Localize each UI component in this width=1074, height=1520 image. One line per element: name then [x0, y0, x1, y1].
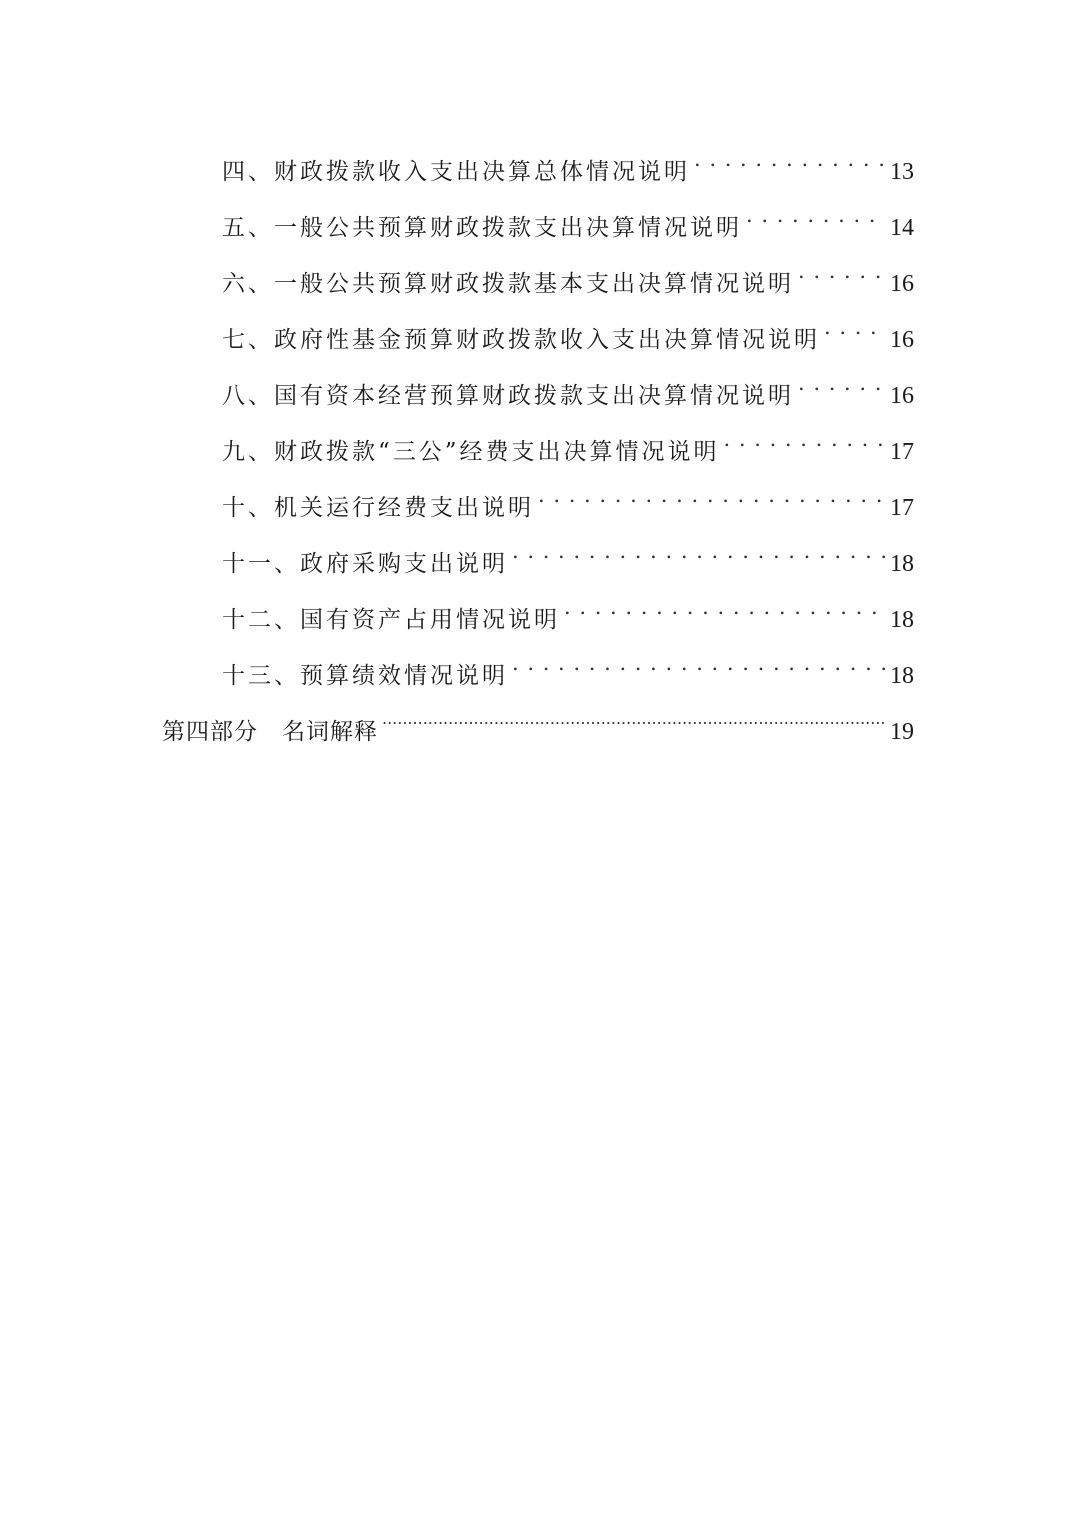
toc-page-number: 18 — [890, 607, 914, 633]
toc-entry-title: 六、一般公共预算财政拨款基本支出决算情况说明 — [222, 271, 794, 297]
toc-dot-leader — [512, 531, 886, 571]
toc-entry[interactable] — [222, 531, 914, 577]
toc-page-number: 14 — [890, 215, 914, 241]
toc-dot-leader — [798, 251, 886, 291]
toc-entry[interactable] — [222, 587, 914, 633]
toc-entry[interactable] — [222, 475, 914, 521]
toc-entry-title: 七、政府性基金预算财政拨款收入支出决算情况说明 — [222, 327, 820, 353]
toc-entry-title: 第四部分 名词解释 — [162, 719, 378, 745]
toc-entry-title: 五、一般公共预算财政拨款支出决算情况说明 — [222, 215, 742, 241]
toc-dot-leader — [798, 363, 886, 403]
toc-entry[interactable] — [222, 139, 914, 185]
toc-page-number: 18 — [890, 663, 914, 689]
toc-entry[interactable] — [222, 419, 914, 465]
toc-entry[interactable] — [222, 251, 914, 297]
toc-dot-leader — [564, 587, 886, 627]
toc-dot-leader — [694, 139, 886, 179]
toc-dot-leader — [724, 419, 886, 459]
toc-entry-title: 十一、政府采购支出说明 — [222, 551, 508, 577]
toc-dot-leader — [512, 643, 886, 683]
toc-dot-leader — [746, 195, 886, 235]
toc-entry-title: 十三、预算绩效情况说明 — [222, 663, 508, 689]
toc-entry[interactable] — [222, 307, 914, 353]
toc-page-number: 17 — [890, 439, 914, 465]
toc-dot-leader — [824, 307, 886, 347]
toc-entry[interactable] — [222, 195, 914, 241]
toc-page-number: 13 — [890, 159, 914, 185]
toc-page-number: 19 — [890, 719, 914, 745]
toc-dot-leader — [538, 475, 886, 515]
toc-entry-title: 十二、国有资产占用情况说明 — [222, 607, 560, 633]
toc-page-number: 16 — [890, 327, 914, 353]
toc-page-number: 16 — [890, 383, 914, 409]
toc-page-number: 16 — [890, 271, 914, 297]
toc-entry-title: 四、财政拨款收入支出决算总体情况说明 — [222, 159, 690, 185]
toc-page-number: 17 — [890, 495, 914, 521]
toc-entry-title: 九、财政拨款“三公”经费支出决算情况说明 — [222, 439, 720, 465]
toc-entry-title: 八、国有资本经营预算财政拨款支出决算情况说明 — [222, 383, 794, 409]
toc-entry-title: 十、机关运行经费支出说明 — [222, 495, 534, 521]
toc-entry[interactable] — [222, 363, 914, 409]
toc-entry-part[interactable] — [162, 699, 914, 745]
toc-entry[interactable] — [222, 643, 914, 689]
toc-dot-leader — [382, 699, 886, 739]
toc-page-number: 18 — [890, 551, 914, 577]
